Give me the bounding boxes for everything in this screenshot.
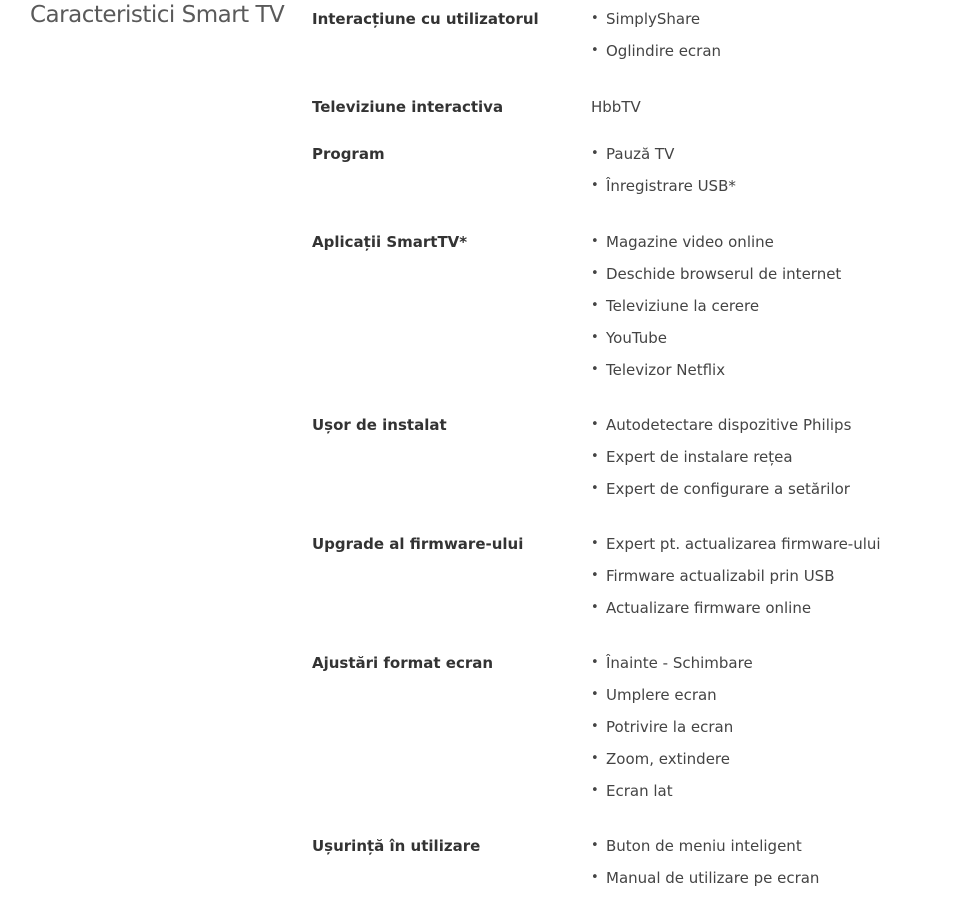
bullet-icon: • xyxy=(591,449,599,464)
spec-value-item xyxy=(591,232,962,252)
spec-value-text: Manual de utilizare pe ecran xyxy=(606,869,820,887)
bullet-icon: • xyxy=(591,536,599,551)
bullet-icon: • xyxy=(591,838,599,853)
bullet-icon: • xyxy=(591,43,599,58)
spec-value-item xyxy=(591,653,962,673)
spec-value-item xyxy=(591,868,962,888)
spec-row-aplicatii-smarttv xyxy=(312,232,962,380)
bullet-icon: • xyxy=(591,417,599,432)
spec-value-text: Oglindire ecran xyxy=(606,42,722,60)
spec-value-item xyxy=(591,360,962,380)
spec-row-usor-de-instalat xyxy=(312,415,962,499)
spec-value-text: Deschide browserul de internet xyxy=(606,265,842,283)
spec-label: Aplicații SmartTV* xyxy=(312,233,468,251)
spec-values xyxy=(591,144,962,196)
spec-values xyxy=(591,9,962,61)
spec-value-text: Firmware actualizabil prin USB xyxy=(606,567,835,585)
spec-value-text: Potrivire la ecran xyxy=(606,718,734,736)
spec-row-ajustari-format-ecran xyxy=(312,653,962,801)
spec-value-item xyxy=(591,534,962,554)
spec-label: Televiziune interactiva xyxy=(312,98,504,116)
spec-label: Ușor de instalat xyxy=(312,416,447,434)
bullet-icon: • xyxy=(591,655,599,670)
spec-value-item xyxy=(591,781,962,801)
spec-value-text: Expert de configurare a setărilor xyxy=(606,480,850,498)
spec-value-item xyxy=(591,685,962,705)
spec-value-item xyxy=(591,296,962,316)
spec-value-text: SimplyShare xyxy=(606,10,701,28)
bullet-icon: • xyxy=(591,362,599,377)
spec-value-item xyxy=(591,598,962,618)
spec-value-item xyxy=(591,415,962,435)
spec-value-text: YouTube xyxy=(606,329,667,347)
spec-row-televiziune-interactiva xyxy=(312,97,962,117)
spec-label: Ușurință în utilizare xyxy=(312,837,481,855)
spec-value-text: Magazine video online xyxy=(606,233,774,251)
spec-value-text: Expert de instalare rețea xyxy=(606,448,793,466)
bullet-icon: • xyxy=(591,234,599,249)
spec-value-item xyxy=(591,566,962,586)
spec-value-item xyxy=(591,836,962,856)
spec-value-item xyxy=(591,749,962,769)
spec-value-text: Actualizare firmware online xyxy=(606,599,812,617)
spec-value-item xyxy=(591,144,962,164)
spec-value-item xyxy=(591,479,962,499)
section-title: Caracteristici Smart TV xyxy=(30,2,285,28)
bullet-icon: • xyxy=(591,481,599,496)
spec-list xyxy=(312,9,962,888)
bullet-icon: • xyxy=(591,266,599,281)
bullet-icon: • xyxy=(591,600,599,615)
spec-label: Upgrade al firmware-ului xyxy=(312,535,524,553)
spec-value-text: Înainte - Schimbare xyxy=(606,654,753,672)
spec-value-text: HbbTV xyxy=(591,98,641,116)
spec-value-text: Expert pt. actualizarea firmware-ului xyxy=(606,535,881,553)
spec-row-usurinta-in-utilizare xyxy=(312,836,962,888)
bullet-icon: • xyxy=(591,687,599,702)
spec-value-item xyxy=(591,264,962,284)
spec-value-text: Buton de meniu inteligent xyxy=(606,837,802,855)
bullet-icon: • xyxy=(591,178,599,193)
spec-value-item xyxy=(591,717,962,737)
bullet-icon: • xyxy=(591,568,599,583)
bullet-icon: • xyxy=(591,783,599,798)
spec-row-upgrade-firmware xyxy=(312,534,962,618)
spec-label: Interacțiune cu utilizatorul xyxy=(312,10,539,28)
spec-value-item xyxy=(591,9,962,29)
bullet-icon: • xyxy=(591,870,599,885)
spec-label: Program xyxy=(312,145,385,163)
spec-values xyxy=(591,534,962,618)
bullet-icon: • xyxy=(591,298,599,313)
bullet-icon: • xyxy=(591,751,599,766)
bullet-icon: • xyxy=(591,11,599,26)
spec-value-item xyxy=(591,328,962,348)
spec-row-program xyxy=(312,144,962,196)
spec-value-item xyxy=(591,447,962,467)
spec-values xyxy=(591,836,962,888)
bullet-icon: • xyxy=(591,719,599,734)
spec-values xyxy=(591,653,962,801)
spec-values xyxy=(591,415,962,499)
spec-row-interactiune xyxy=(312,9,962,61)
spec-value-text: Înregistrare USB* xyxy=(606,177,736,195)
spec-value-text: Televiziune la cerere xyxy=(606,297,760,315)
spec-value-text: Televizor Netflix xyxy=(606,361,726,379)
spec-value-text: Zoom, extindere xyxy=(606,750,730,768)
spec-value-item xyxy=(591,176,962,196)
spec-value-text: Umplere ecran xyxy=(606,686,717,704)
spec-value-text: Ecran lat xyxy=(606,782,673,800)
spec-value-item xyxy=(591,41,962,61)
spec-label: Ajustări format ecran xyxy=(312,654,494,672)
spec-values xyxy=(591,232,962,380)
spec-value-text: Pauză TV xyxy=(606,145,675,163)
bullet-icon: • xyxy=(591,330,599,345)
bullet-icon: • xyxy=(591,146,599,161)
spec-value-text: Autodetectare dispozitive Philips xyxy=(606,416,852,434)
